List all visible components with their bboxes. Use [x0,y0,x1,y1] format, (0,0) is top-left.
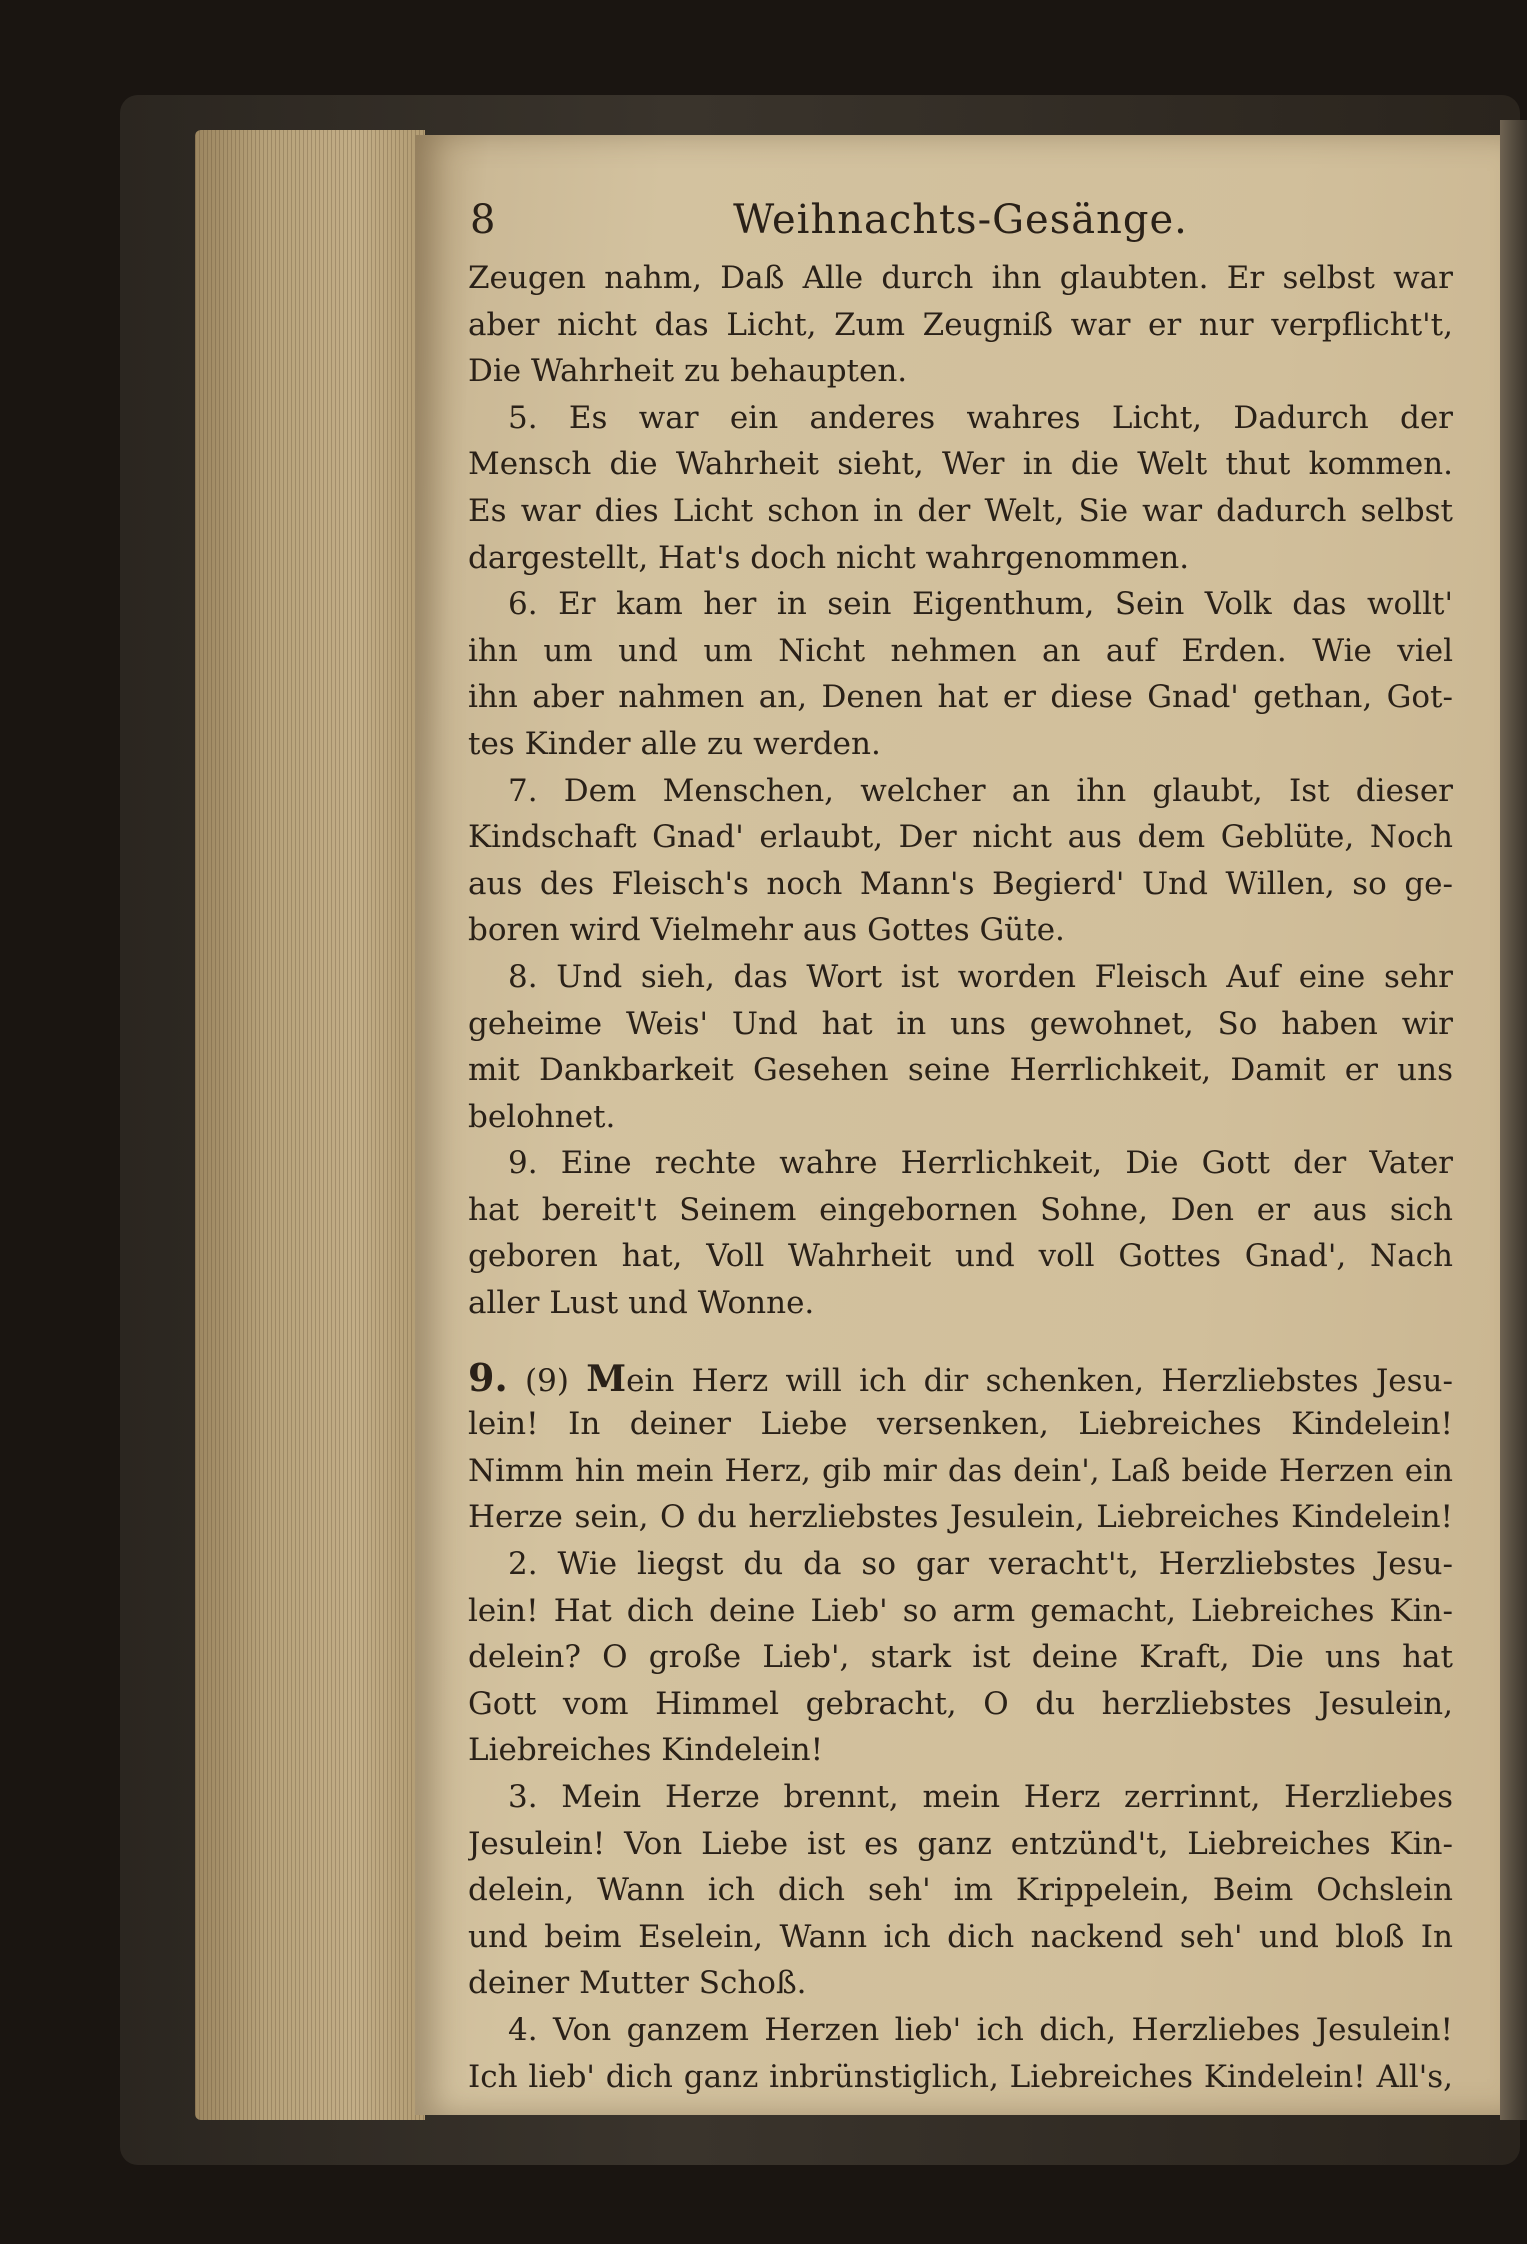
text-line: 7. Dem Menschen, welcher an ihn glaubt, Ist dieser [508,772,1453,809]
text-line: dargestellt, Hat's doch nicht wahrgenommen. [468,539,1190,576]
text-line: delein, Wann ich dich seh' im Krippelein, Beim Ochslein [468,1872,1453,1909]
hymn-ref: (9) [525,1362,569,1399]
drop-cap: M [586,1357,627,1400]
text-line: 8. Und sieh, das Wort ist worden Fleisch Auf eine sehr [508,958,1453,995]
text-line: aller Lust und Wonne. [468,1285,815,1322]
page-edges [195,130,425,2120]
hymn-9-text [468,1355,1453,2101]
text-line: delein? O große Lieb', stark ist deine Kraft, Die uns hat [468,1639,1453,1676]
text-line: boren wird Vielmehr aus Gottes Güte. [468,912,1065,949]
page-header [468,185,1453,255]
hymn-first-line-text: ein Herz will ich dir schenken, Herzliebstes Jesu- [626,1362,1453,1399]
text-line: 5. Es war ein anderes wahres Licht, Dadurch der [508,399,1453,436]
text-line: Zeugen nahm, Daß Alle durch ihn glaubten. Er selbst war [468,260,1453,296]
text-line: Gott vom Himmel gebracht, O du herzliebstes Jesulein, [468,1685,1453,1722]
hymn-number: 9. [468,1354,508,1400]
text-line: Jesulein! Von Liebe ist es ganz entzünd't, Liebreiches Kin- [468,1825,1453,1862]
text-line: Nimm hin mein Herz, gib mir das dein', Laß beide Herzen ein [468,1452,1453,1489]
text-line: Die Wahrheit zu behaupten. [468,353,908,390]
hymn-8-text [468,255,1453,1327]
text-line: lein! In deiner Liebe versenken, Liebreiches Kindelein! [468,1406,1453,1443]
text-line: Herze sein, O du herzliebstes Jesulein, Liebreiches Kindelein! [468,1499,1453,1536]
text-line: tes Kinder alle zu werden. [468,725,881,762]
text-line: belohnet. [468,1098,616,1135]
hymn-first-line [468,1355,1453,1402]
text-line: Ich lieb' dich ganz inbrünstiglich, Liebreiches Kindelein! All's, [468,2058,1453,2095]
text-line: 4. Von ganzem Herzen lieb' ich dich, Herzliebes Jesulein! [508,2011,1453,2048]
text-line: 2. Wie liegst du da so gar veracht't, Herzliebstes Jesu- [508,1546,1453,1583]
text-line: ihn um und um Nicht nehmen an auf Erden. Wie viel [468,632,1453,669]
page-number: 8 [470,197,496,243]
text-line: geboren hat, Voll Wahrheit und voll Gottes Gnad', Nach [468,1238,1453,1275]
text-line: deiner Mutter Schoß. [468,1965,807,2002]
text-line: Liebreiches Kindelein! [468,1732,824,1769]
text-line: Kindschaft Gnad' erlaubt, Der nicht aus dem Geblüte, Noch [468,819,1453,856]
text-line: Es war dies Licht schon in der Welt, Sie war dadurch selbst [468,492,1453,529]
text-line: hat bereit't Seinem eingebornen Sohne, Den er aus sich [468,1191,1453,1228]
text-line: Mensch die Wahrheit sieht, Wer in die Welt thut kommen. [468,446,1453,483]
cover-right-edge [1500,120,1527,2120]
text-line: aus des Fleisch's noch Mann's Begierd' Und Willen, so ge- [468,865,1453,902]
text-line: 3. Mein Herze brennt, mein Herz zerrinnt, Herzliebes [508,1779,1453,1815]
text-line: geheime Weis' Und hat in uns gewohnet, So haben wir [468,1005,1453,1042]
text-line: 9. Eine rechte wahre Herrlichkeit, Die Gott der Vater [508,1145,1453,1182]
text-line: 6. Er kam her in sein Eigenthum, Sein Volk das wollt' [508,586,1453,623]
text-line: und beim Eselein, Wann ich dich nackend seh' und bloß In [468,1918,1453,1955]
text-line: mit Dankbarkeit Gesehen seine Herrlichkeit, Damit er uns [468,1052,1453,1089]
text-line: ihn aber nahmen an, Denen hat er diese Gnad' gethan, Got- [468,679,1453,716]
text-line: lein! Hat dich deine Lieb' so arm gemacht, Liebreiches Kin- [468,1592,1453,1629]
text-line: aber nicht das Licht, Zum Zeugniß war er nur verpflicht't, [468,306,1453,343]
section-gap [468,1327,1453,1355]
running-title: Weihnachts-Gesänge. [733,197,1188,243]
page-text [468,185,1453,2100]
